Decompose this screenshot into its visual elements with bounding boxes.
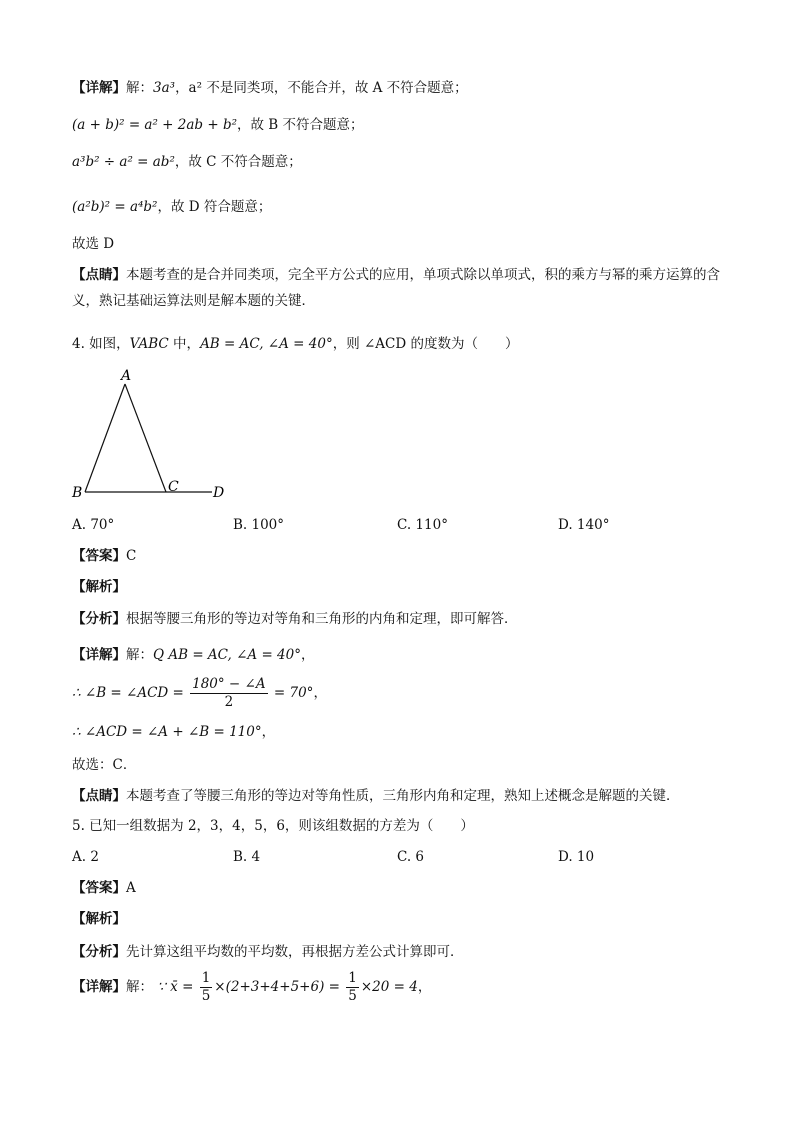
fraction: $\frac{1}{5}$ <box>201 970 211 1004</box>
q5-option-b: B. 4 <box>233 849 261 865</box>
math-expr: Q AB = AC, ∠A = 40° <box>153 647 301 663</box>
detail-tag: 【详解】 <box>72 647 126 663</box>
label-c: C <box>168 479 179 495</box>
q4-detail-step-3: ∴ ∠ACD = ∠A + ∠B = 110°， <box>72 724 276 740</box>
fraction: $\frac{1}{5}$ <box>348 970 357 1004</box>
question-4-stem: 4. 如图，VABC 中，AB = AC, ∠A = 40°，则 ∠ACD 的度数为（ ） <box>72 336 519 352</box>
q4-answer: 【答案】C <box>72 548 137 564</box>
side-ab <box>85 384 125 492</box>
detail-tag: 【详解】 <box>72 80 126 96</box>
comment-paragraph: 【点睛】本题考查的是合并同类项，完全平方公式的应用，单项式除以单项式，积的乘方与幂的乘方运算的含义，熟记基础运算法则是解本题的关键． <box>72 267 720 309</box>
answer-tag: 【答案】 <box>72 880 126 896</box>
comment-tag: 【点睛】 <box>72 788 126 804</box>
triangle-figure <box>70 366 240 502</box>
q4-detail: 【详解】解：Q AB = AC, ∠A = 40°， <box>72 647 315 663</box>
q5-option-c: C. 6 <box>397 849 425 865</box>
math-expr: (a²b)² = a⁴b² <box>72 199 158 215</box>
solution-line-a: 【详解】解：3a³，a² 不是同类项，不能合并，故 A 不符合题意； <box>72 80 468 96</box>
math-expr: AB = AC, ∠A = 40° <box>200 336 333 352</box>
q4-comment: 【点睛】本题考查了等腰三角形的等边对等角性质，三角形内角和定理，熟知上述概念是解题的关键． <box>72 788 680 804</box>
analysis-tag: 【分析】 <box>72 944 126 960</box>
solution-line-d: (a²b)² = a⁴b²，故 D 符合题意； <box>72 199 272 215</box>
math-expr: a³b² ÷ a² = ab² <box>72 154 175 170</box>
q5-answer: 【答案】A <box>72 880 136 896</box>
comment-tag: 【点睛】 <box>72 267 126 283</box>
q4-option-b: B. 100° <box>233 517 285 533</box>
q4-choice: 故选：C． <box>72 757 137 773</box>
q5-analysis: 【分析】先计算这组平均数的平均数，再根据方差公式计算即可． <box>72 944 464 960</box>
question-5-stem: 5. 已知一组数据为 2，3，4，5，6，则该组数据的方差为（ ） <box>72 818 474 834</box>
solution-line-b: (a + b)² = a² + 2ab + b²，故 B 不符合题意； <box>72 117 364 133</box>
analysis-tag: 【分析】 <box>72 611 126 627</box>
q5-detail: 【详解】解： ∵ x̄ = $\frac{1}{5}$ ×(2+3+4+5+6) = $\frac{1}{5}$ ×20 = 4， <box>72 970 432 1004</box>
label-d: D <box>213 485 225 501</box>
label-b: B <box>72 485 83 501</box>
math-expr: (a + b)² = a² + 2ab + b² <box>72 117 238 133</box>
q4-analysis-heading: 【解析】 <box>72 579 126 595</box>
math-expr: ∴ ∠ACD = ∠A + ∠B = 110° <box>72 724 262 740</box>
fraction: $\frac{180^\circ - \angle A}{2}$ <box>192 676 266 710</box>
q5-option-a: A. 2 <box>72 849 99 865</box>
label-a: A <box>121 368 132 384</box>
q4-option-c: C. 110° <box>397 517 448 533</box>
answer-tag: 【答案】 <box>72 548 126 564</box>
q4-option-d: D. 140° <box>558 517 610 533</box>
q4-detail-step-2: ∴ ∠B = ∠ACD = $\frac{180^\circ - \angle A}{2}$ = 70°， <box>72 676 327 710</box>
q4-analysis: 【分析】根据等腰三角形的等边对等角和三角形的内角和定理，即可解答． <box>72 611 518 627</box>
detail-tag: 【详解】 <box>72 979 126 995</box>
q4-option-a: A. 70° <box>72 517 115 533</box>
q5-analysis-heading: 【解析】 <box>72 911 126 927</box>
side-ac <box>125 384 166 492</box>
q5-option-d: D. 10 <box>558 849 595 865</box>
solution-line-c: a³b² ÷ a² = ab²，故 C 不符合题意； <box>72 154 302 170</box>
choice-line: 故选 D <box>72 236 115 252</box>
math-expr: 3a³ <box>153 80 176 96</box>
